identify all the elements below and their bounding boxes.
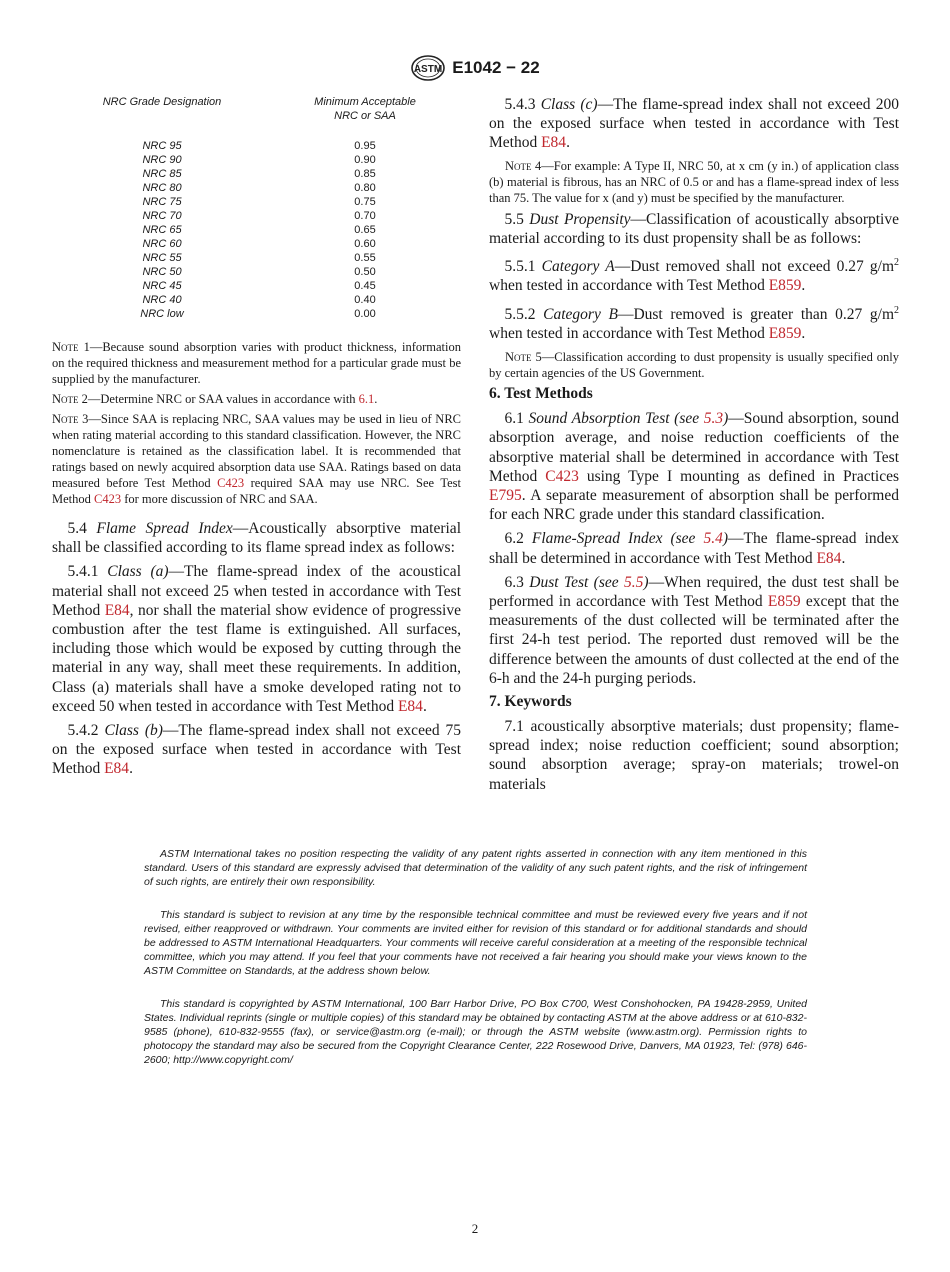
ref-link[interactable]: C423 (217, 476, 245, 490)
grade-cell: NRC 50 (142, 266, 182, 278)
value-cell: 0.55 (354, 252, 376, 264)
left-column (52, 95, 461, 784)
para-6-2: 6.2 Flame-Spread Index (see 5.4)—The flame-spread index shall be determined in accordance with Test Method E84. (489, 530, 899, 567)
table-row (52, 195, 461, 209)
right-column (489, 95, 899, 799)
grade-cell: NRC 45 (142, 280, 182, 292)
value-cell: 0.70 (354, 210, 376, 222)
value-cell: 0.95 (354, 140, 376, 152)
value-cell: 0.60 (354, 238, 376, 250)
value-cell: 0.40 (354, 294, 376, 306)
para-5-4: 5.4 Flame Spread Index—Acoustically absorptive material shall be classified according to its flame spread index as follows: (52, 520, 461, 557)
table-row (52, 167, 461, 181)
grade-cell: NRC 40 (142, 294, 182, 306)
ref-link[interactable]: E84 (541, 134, 567, 152)
table-row (52, 153, 461, 167)
ref-link[interactable]: C423 (545, 467, 579, 485)
ref-link[interactable]: E859 (768, 324, 802, 342)
para-5-5: 5.5 Dust Propensity—Classification of acoustically absorptive material according to its dust propensity shall be as follows: (489, 210, 899, 247)
table-row (52, 209, 461, 223)
table-row (52, 181, 461, 195)
para-5-4-2: 5.4.2 Class (b)—The flame-spread index shall not exceed 75 on the exposed surface when tested in accordance with Test Method E84. (52, 722, 462, 778)
para-5-4-1: 5.4.1 Class (a)—The flame-spread index of the acoustical material shall not exceed 25 when tested in accordance with Test Method E84, nor shall the material show evidence of progressive combustion after the test flame is extinguished. All surfaces, including those which would be exposed by cutting through the material in any way, shall meet these requirements. In addition, Class (a) materials shall have a smoke developed rating not to exceed 50 when tested in accordance with Test Method E84. (52, 563, 461, 715)
ref-link[interactable]: E84 (104, 760, 130, 778)
col-header-grade: NRC Grade Designation (102, 96, 222, 108)
table-row (52, 265, 461, 279)
value-cell: 0.90 (354, 154, 376, 166)
ref-link[interactable]: 5.3 (703, 410, 724, 428)
value-cell: 0.45 (354, 280, 376, 292)
footer-notice (144, 847, 807, 1086)
value-cell: 0.50 (354, 266, 376, 278)
footer-copyright: This standard is copyrighted by ASTM International, 100 Barr Harbor Drive, PO Box C700, West Conshohocken, PA 19428-2959, United States. Individual reprints (single or multiple copies) of this standard may be obtained by contacting ASTM at the above address or at 610-832-9585 (phone), 610-832-9555 (fax), or service@astm.org (e-mail); or through the ASTM website (www.astm.org). Permission rights to photocopy the standard may also be secured from the Copyright Clearance Center, 222 Rosewood Drive, Danvers, MA 01923, Tel: (978) 646-2600; http://www.copyright.com/ (144, 998, 807, 1066)
para-7-1: 7.1 acoustically absorptive materials; dust propensity; flame-spread index; noise reduction coefficient; sound absorption; sound absorption average; spray-on materials; trowel-on materials (489, 717, 900, 793)
para-6-1: 6.1 Sound Absorption Test (see 5.3)—Sound absorption, sound absorption average, and noise reduction coefficients of the absorptive material shall be determined in accordance with Test Method C423 using Type I mounting as defined in Practices E795. A separate measurement of absorption shall be performed for each NRC grade under this standard classification. (489, 410, 899, 524)
table-row (52, 237, 461, 251)
ref-link[interactable]: E84 (816, 549, 842, 567)
table-row (52, 223, 461, 237)
para-6-3: 6.3 Dust Test (see 5.5)—When required, the dust test shall be performed in accordance with Test Method E859 except that the measurements of the dust collected will be terminated after the first 24-h test period. The reported dust removed will be the difference between the amounts of dust collected at the end of the 6-h and the 24-h purging periods. (489, 573, 900, 687)
grade-cell: NRC 80 (142, 182, 182, 194)
footer-revision: This standard is subject to revision at any time by the responsible technical committee and must be reviewed every five years and if not revised, either reapproved or withdrawn. Your comments are invited either for revision of this standard or for additional standards and should be addressed to ASTM International Headquarters. Your comments will receive careful consideration at a meeting of the responsible technical committee, which you may attend. If you feel that your comments have not received a fair hearing you should make your views known to the ASTM Committee on Standards, at the address shown below. (144, 909, 807, 977)
note-3: Note 3—Since SAA is replacing NRC, SAA values may be used in lieu of NRC when rating material according to this standard classification. However, the NRC nomenclature is retained as the classification label. It is recommended that ratings based on newly acquired absorption data use SAA. Ratings based on data measured before Test Method C423 required SAA may use NRC. See Test Method C423 for more discussion of NRC and SAA. (52, 412, 461, 506)
ref-link[interactable]: E859 (767, 592, 801, 610)
note-4: Note 4—For example: A Type II, NRC 50, at x cm (y in.) of application class (b) material is fibrous, has an NRC of 0.5 or and has a flame-spread index of less than 75. The value for x (and y) must be specified by the manufacturer. (489, 158, 899, 205)
table-row (52, 293, 461, 307)
para-5-4-3: 5.4.3 Class (c)—The flame-spread index shall not exceed 200 on the exposed surface when tested in accordance with Test Method E84. (489, 96, 900, 152)
value-cell: 0.00 (354, 308, 376, 320)
table-row (52, 139, 461, 153)
para-5-5-2: 5.5.2 Category B—Dust removed is greater than 0.27 $g/m^2$ when tested in accordance with Test Method E859. (489, 304, 900, 342)
astm-logo-icon (410, 54, 446, 82)
value-cell: 0.75 (354, 196, 376, 208)
table-row (52, 251, 461, 265)
para-5-5-1: 5.5.1 Category A—Dust removed shall not exceed 0.27 $g/m^2$ when tested in accordance with Test Method E859. (489, 257, 900, 295)
ref-link[interactable]: E795 (489, 486, 522, 504)
grade-cell: NRC 90 (142, 154, 182, 166)
grade-cell: NRC 95 (142, 140, 182, 152)
grade-cell: NRC 55 (142, 252, 182, 264)
grade-cell: NRC 70 (142, 210, 182, 222)
ref-link[interactable]: 6.1 (358, 392, 375, 406)
svg-text:ASTM: ASTM (414, 64, 443, 75)
grade-cell: NRC 85 (142, 168, 182, 180)
value-cell: 0.80 (354, 182, 376, 194)
ref-link[interactable]: 5.5 (624, 573, 644, 591)
note-1: Note 1—Because sound absorption varies with product thickness, information on the required thickness and measurement method for a particular grade must be supplied by the manufacturer. (52, 340, 461, 386)
page-number: 2 (471, 1221, 479, 1236)
ref-link[interactable]: E84 (397, 697, 423, 715)
ref-link[interactable]: 5.4 (703, 530, 723, 548)
document-code: E1042 − 22 (452, 58, 540, 77)
ref-link[interactable]: E84 (104, 601, 130, 619)
ref-link[interactable]: E859 (768, 277, 802, 295)
grade-cell: NRC 60 (142, 238, 182, 250)
grade-cell: NRC 75 (142, 196, 182, 208)
nrc-table-header (52, 95, 461, 139)
nrc-table-body (52, 139, 461, 321)
note-5: Note 5—Classification according to dust propensity is usually specified only by certain agencies of the US Government. (489, 350, 899, 381)
value-cell: 0.85 (354, 168, 376, 180)
table-row (52, 307, 461, 321)
grade-cell: NRC 65 (142, 224, 182, 236)
value-cell: 0.65 (354, 224, 376, 236)
grade-cell: NRC low (140, 308, 184, 320)
col-header-min: Minimum Acceptable NRC or SAA (314, 96, 416, 122)
table-row (52, 279, 461, 293)
ref-link[interactable]: C423 (94, 492, 122, 506)
page-header (0, 54, 950, 82)
footer-patent: ASTM International takes no position respecting the validity of any patent rights asserted in connection with any item mentioned in this standard. Users of this standard are expressly advised that determination of the validity of any such patent rights, and the risk of infringement of such rights, are entirely their own responsibility. (144, 848, 807, 888)
section-6-heading: 6. Test Methods (489, 385, 593, 403)
note-2: Note 2—Determine NRC or SAA values in accordance with 6.1. (52, 392, 378, 406)
section-7-heading: 7. Keywords (489, 692, 572, 710)
